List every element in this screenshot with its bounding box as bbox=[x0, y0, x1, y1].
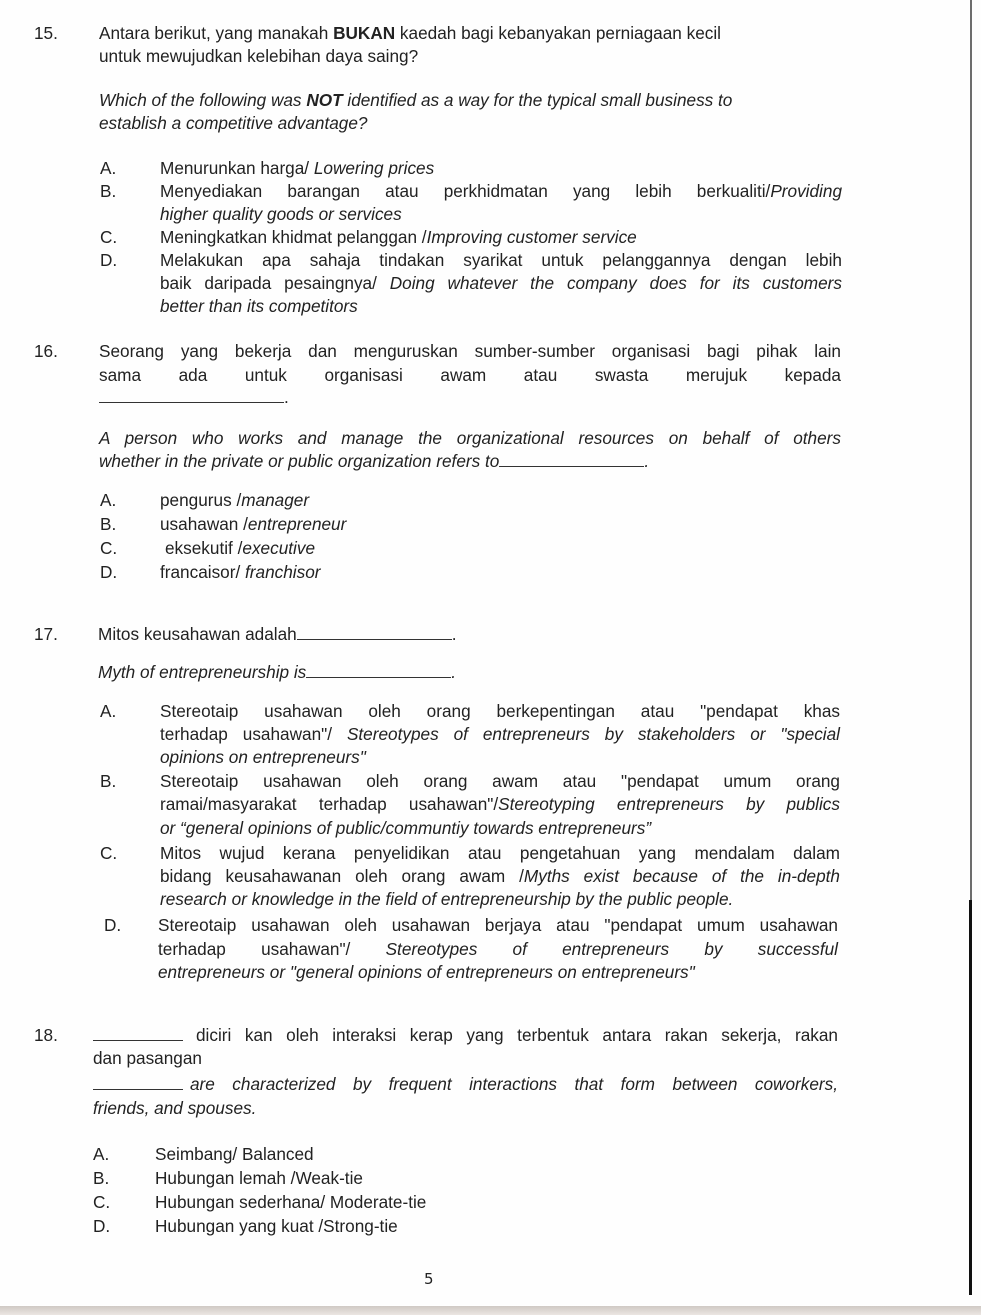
question-text-malay-line2: sama ada untuk organisasi awam atau swasta merujuk kepada bbox=[99, 365, 841, 385]
question-number: 15. bbox=[34, 23, 58, 43]
page-bottom-shadow bbox=[0, 1306, 981, 1315]
question-text-malay-line2: dan pasangan bbox=[93, 1048, 202, 1068]
question-text-malay: Mitos keusahawan adalah . bbox=[98, 624, 457, 644]
question-number: 16. bbox=[34, 341, 58, 361]
question-number: 17. bbox=[34, 624, 58, 644]
question-text-english: are characterized by frequent interactions that form between coworkers, bbox=[190, 1074, 838, 1094]
question-text-english: Which of the following was NOT identified as a way for the typical small business to bbox=[99, 90, 733, 110]
question-text-malay: diciri kan oleh interaksi kerap yang terbentuk antara rakan sekerja, rakan bbox=[196, 1025, 838, 1045]
question-text-malay: Seorang yang bekerja dan menguruskan sumber-sumber organisasi bagi pihak lain bbox=[99, 341, 841, 361]
question-text-english-line2: establish a competitive advantage? bbox=[99, 113, 368, 133]
question-text-english-line2: whether in the private or public organization refers to . bbox=[99, 451, 650, 471]
question-text-malay-line2: untuk mewujudkan kelebihan daya saing? bbox=[99, 46, 419, 66]
question-text-malay: Antara berikut, yang manakah BUKAN kaedah bagi kebanyakan perniagaan kecil bbox=[99, 23, 722, 43]
page-edge-line-dark bbox=[969, 900, 972, 1295]
question-text-english: A person who works and manage the organizational resources on behalf of others bbox=[99, 428, 841, 448]
question-text-english: Myth of entrepreneurship is . bbox=[98, 662, 457, 682]
question-text-english-line2: friends, and spouses. bbox=[93, 1098, 257, 1118]
answer-blank bbox=[93, 1024, 183, 1046]
answer-blank: . bbox=[99, 386, 289, 408]
exam-page: 15. Antara berikut, yang manakah BUKAN kaedah bagi kebanyakan perniagaan kecil untuk mewujudkan kelebihan daya saing? Which of the following was NOT identified as a way for the typical small business to establish a competitive advantage? A. Menurunkan harga/ Lowering prices B. Menyediakan barangan atau perkhidmatan yang lebih berkualiti/Providing higher quality goods or services C. Meningkatkan khidmat pelanggan /Improving customer service D. Melakukan apa sahaja tindakan syarikat untuk pelanggannya dengan lebih baik daripada pesaingnya/ Doing whatever the company does for its customers better than its competitors 16. Seorang yang bekerja dan menguruskan sumber-sumber organisasi bagi pihak lain sama ada untuk organisasi awam atau swasta merujuk kepada . A person who works and manage the organizational resources on behalf of others whether in the private or public organization refers to . A. pengurus /manager B. usahawan /entrepreneur C. eksekutif /executive D. francaisor/ franchisor 17. Mitos keusahawan adalah . Myth of entrepreneurship is . A. Stereotaip usahawan oleh orang berkepentingan atau "pendapat khas terhadap usahawan"/ Stereotypes of entrepreneurs by stakeholders or "special opinions on entrepreneurs" B. Stereotaip usahawan oleh orang awam atau "pendapat umum orang ramai/masyarakat terhadap usahawan"/Stereotyping entrepreneurs by publics or “general opinions of public/communtiy towards entrepreneurs” C. Mitos wujud kerana penyelidikan atau pengetahuan yang mendalam dalam bidang keusahawanan oleh orang awam /Myths exist because of the in-depth research or knowledge in the field of entrepreneurship by the public people. D. Stereotaip usahawan oleh usahawan berjaya atau "pendapat umum usahawan terhadap usahawan"/ Stereotypes of entrepreneurs by successful entrepreneurs or "general opinions of entrepreneurs on entrepreneurs" 18. diciri kan oleh interaksi kerap yang terbentuk antara rakan sekerja, rakan dan pasangan are characterized by frequent interactions that form between coworkers, friends, and spouses. A. Seimbang/ Balanced B. Hubungan lemah /Weak-tie C. Hubungan sederhana/ Moderate-tie D. Hubungan yang kuat /Strong-tie 5 bbox=[0, 0, 981, 1305]
page-number: 5 bbox=[424, 1270, 434, 1288]
answer-blank bbox=[93, 1073, 183, 1095]
question-number: 18. bbox=[34, 1025, 58, 1045]
